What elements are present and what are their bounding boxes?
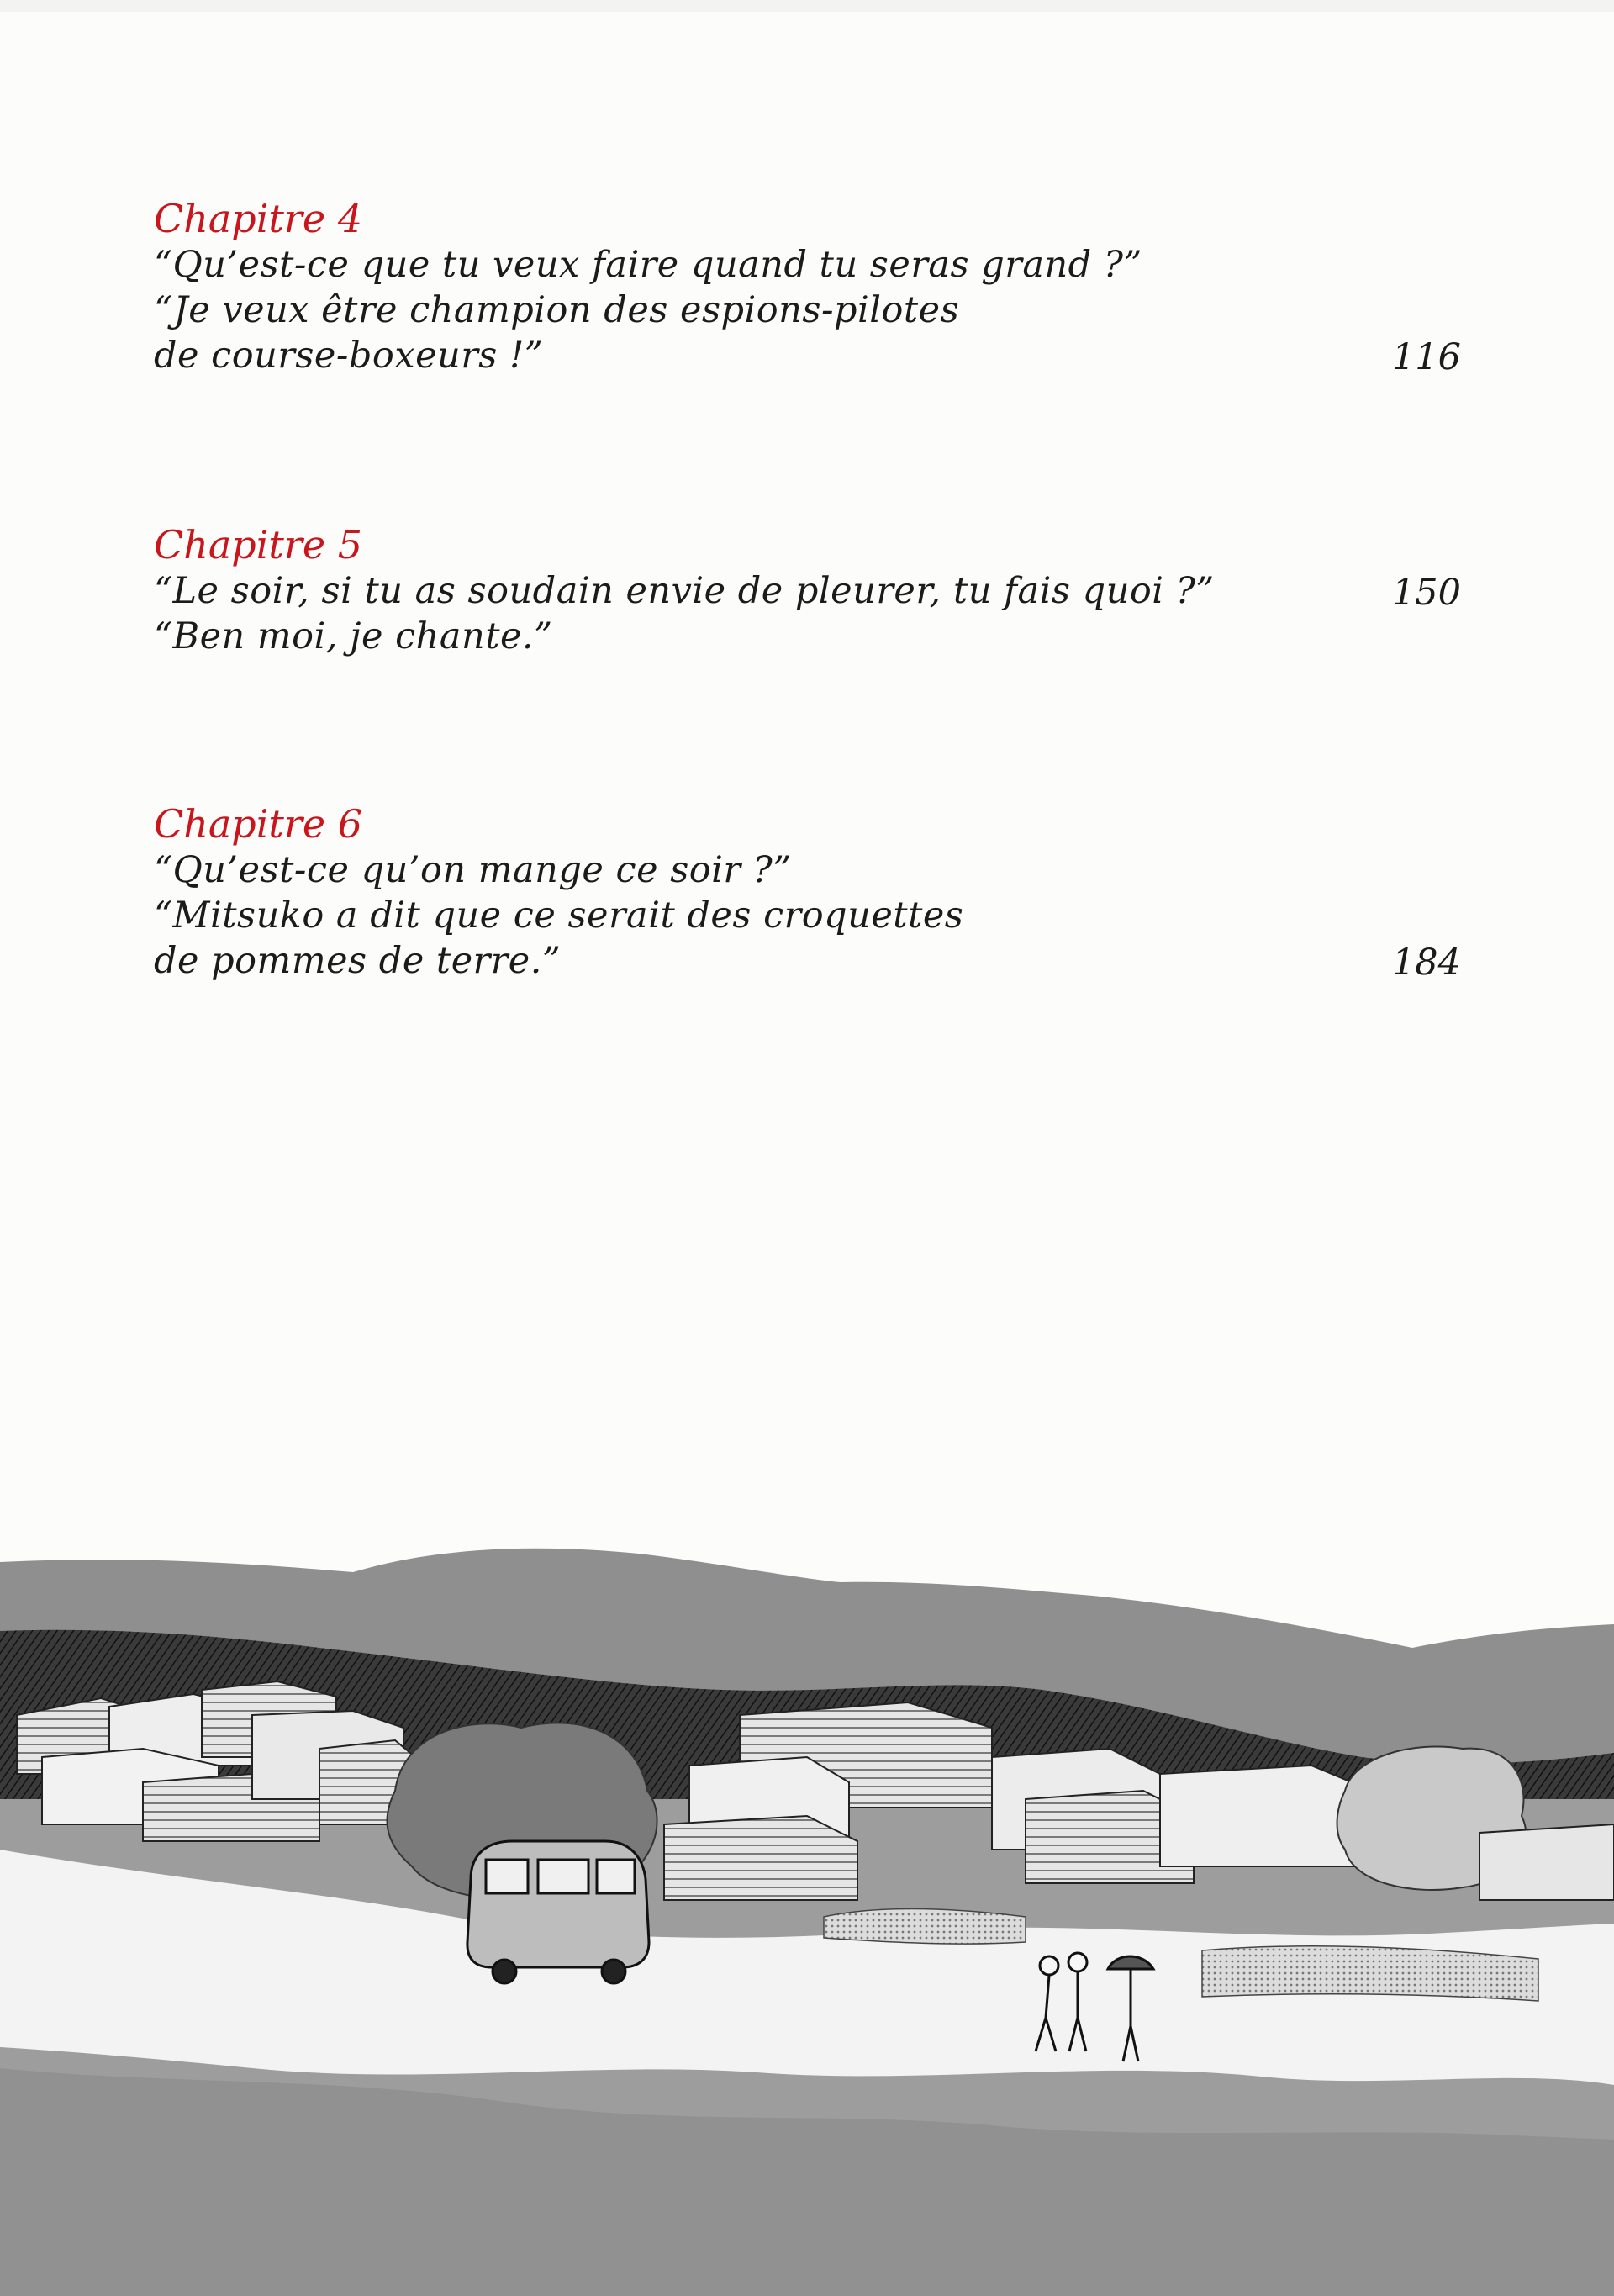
chapter-quote-line: de pommes de terre.” <box>154 940 562 982</box>
field-right <box>1202 1946 1538 2001</box>
toc-entry-chapter-4 <box>154 195 1461 378</box>
chapter-heading: Chapitre 4 <box>154 196 362 241</box>
chapter-heading: Chapitre 6 <box>154 801 362 847</box>
van <box>467 1841 649 1983</box>
toc-entry-chapter-5 <box>154 521 1461 659</box>
chapter-quote-line: “Ben moi, je chante.” <box>154 615 553 657</box>
field-left <box>824 1909 1026 1945</box>
chapter-quote-line: “Le soir, si tu as soudain envie de pleurer, tu fais quoi ?” <box>154 570 1215 612</box>
chapter-quote-line: “Mitsuko a dit que ce serait des croquettes <box>154 895 964 937</box>
chapter-page-number: 150 <box>1391 572 1461 614</box>
chapter-quote-line: “Qu’est-ce que tu veux faire quand tu seras grand ?” <box>154 244 1142 286</box>
chapter-quote-line: “Qu’est-ce qu’on mange ce soir ?” <box>154 849 792 891</box>
chapter-quote-line: de course-boxeurs !” <box>154 335 544 377</box>
village-illustration <box>0 1547 1614 2296</box>
right-building <box>1480 1824 1614 1900</box>
toc-entry-chapter-6 <box>154 800 1461 984</box>
chapter-heading: Chapitre 5 <box>154 522 362 567</box>
chapter-page-number: 184 <box>1391 942 1461 984</box>
chapter-page-number: 116 <box>1391 336 1461 378</box>
chapter-quote-line: “Je veux être champion des espions-pilotes <box>154 289 960 331</box>
page-top-edge <box>0 0 1614 12</box>
